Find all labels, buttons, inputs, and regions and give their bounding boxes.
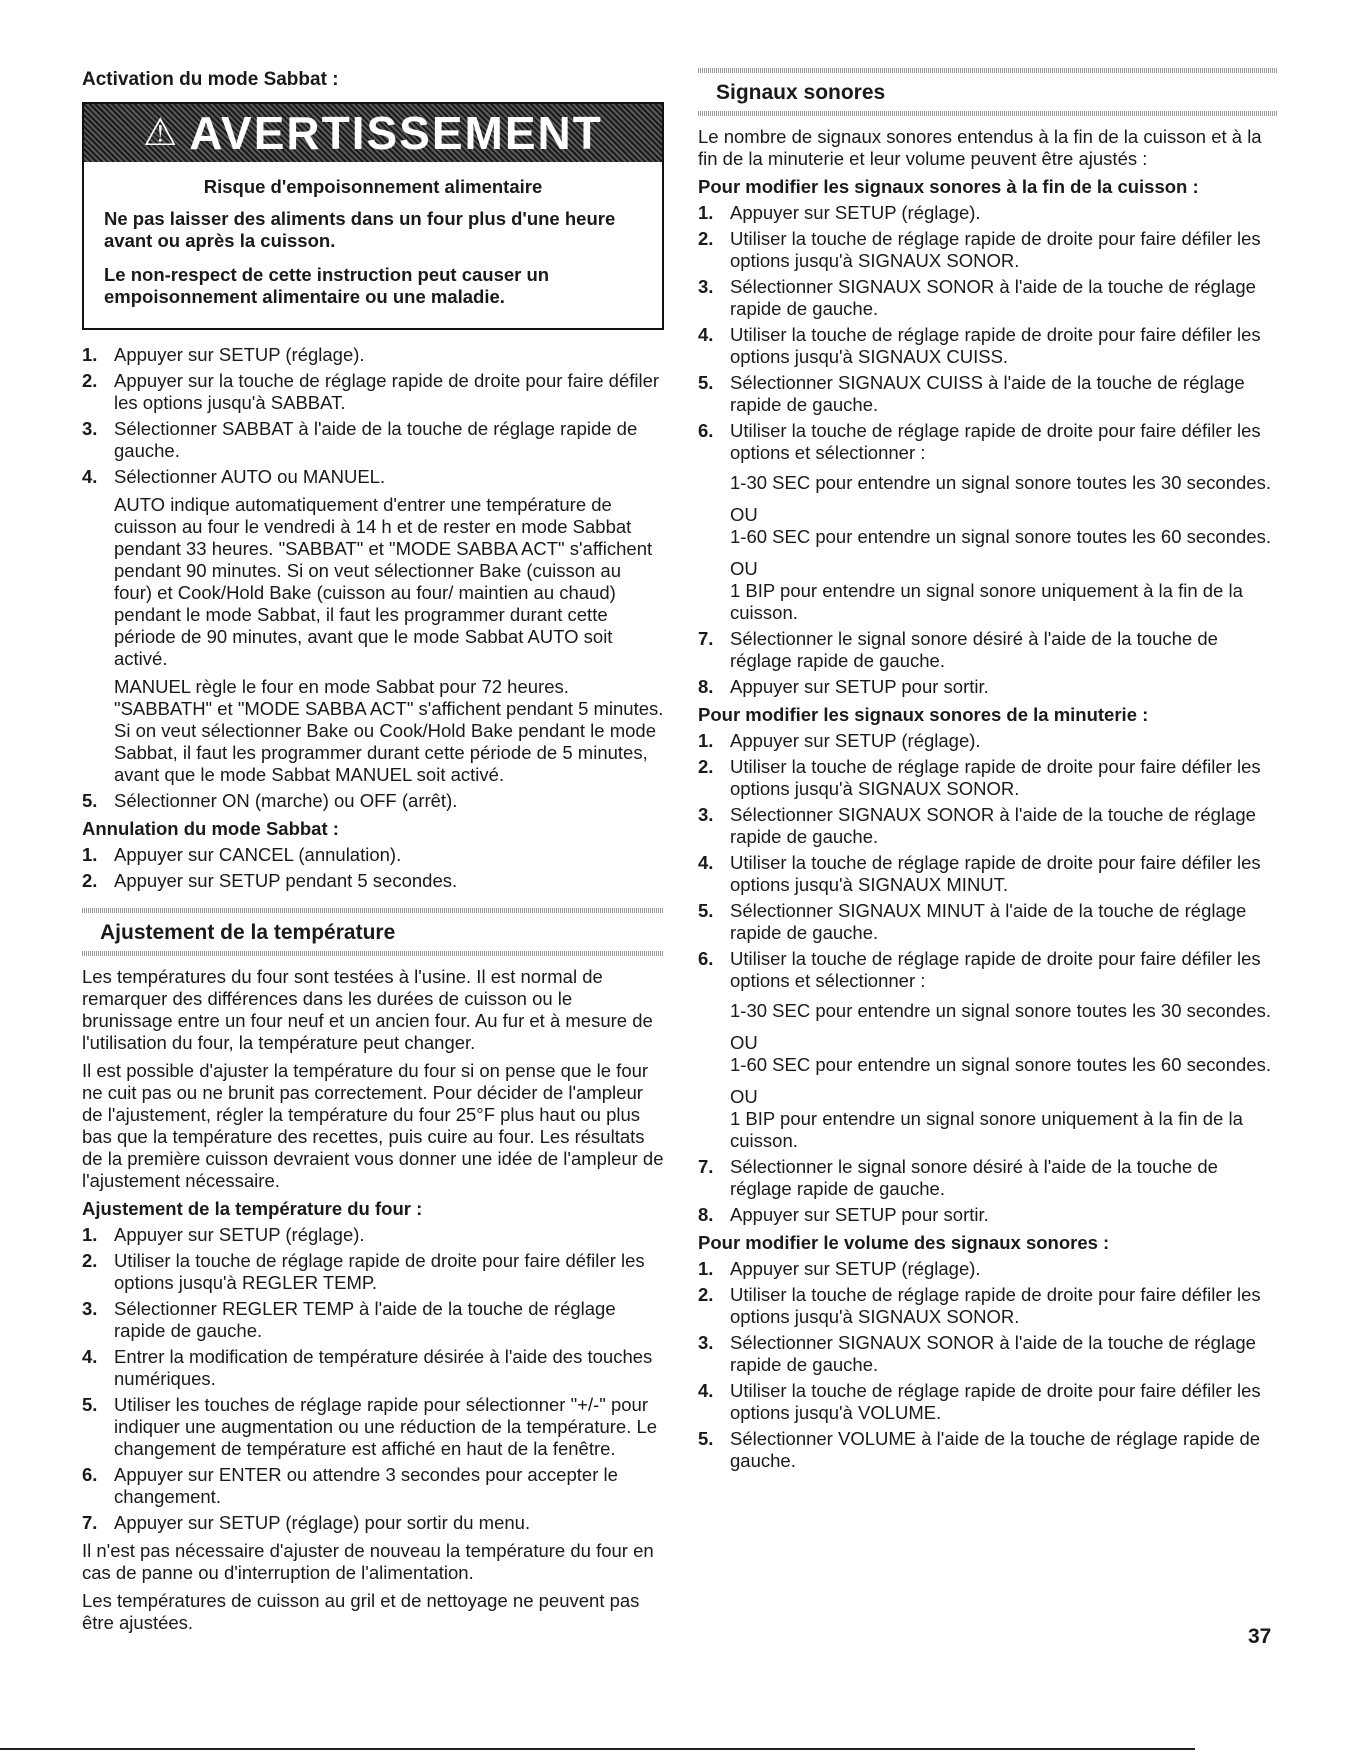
- list-item: [82, 1298, 664, 1342]
- step-text: Utiliser la touche de réglage rapide de droite pour faire défiler les options jusqu'à SIGNAUX SONOR.: [730, 228, 1261, 271]
- step-number: 1.: [698, 202, 714, 223]
- step-number: 4.: [698, 1380, 714, 1401]
- list-item: [82, 1346, 664, 1390]
- option-60-sec: 1-60 SEC pour entendre un signal sonore toutes les 60 secondes.: [730, 526, 1271, 547]
- warning-banner: [84, 104, 662, 162]
- cook-signal-steps: [698, 202, 1278, 698]
- step-text: Sélectionner AUTO ou MANUEL.: [114, 466, 386, 487]
- footer-rule: [0, 1748, 1195, 1750]
- step-number: 7.: [698, 628, 714, 649]
- step-text: Entrer la modification de température désirée à l'aide des touches numériques.: [114, 1346, 653, 1389]
- sabbath-steps: [82, 344, 664, 812]
- list-item: [82, 844, 664, 866]
- list-item: [698, 676, 1278, 698]
- step-number: 4.: [82, 466, 98, 487]
- step-text: Sélectionner SIGNAUX SONOR à l'aide de la touche de réglage rapide de gauche.: [730, 276, 1256, 319]
- sabbath-activation-title: Activation du mode Sabbat :: [82, 69, 339, 90]
- option-30-sec: 1-30 SEC pour entendre un signal sonore toutes les 30 secondes.: [730, 472, 1271, 493]
- step-text: Appuyer sur SETUP (réglage) pour sortir du menu.: [114, 1512, 531, 1533]
- step-text: Utiliser la touche de réglage rapide de droite pour faire défiler les options jusqu'à SIGNAUX MINUT.: [730, 852, 1261, 895]
- step-text: Appuyer sur SETUP pour sortir.: [730, 1204, 989, 1225]
- step-text: Sélectionner SIGNAUX CUISS à l'aide de la touche de réglage rapide de gauche.: [730, 372, 1245, 415]
- volume-subheading: Pour modifier le volume des signaux sonores :: [698, 1232, 1110, 1253]
- step-text: Utiliser la touche de réglage rapide de droite pour faire défiler les options et sélectionner :: [730, 948, 1261, 991]
- step-number: 1.: [82, 344, 98, 365]
- list-item: [698, 1156, 1278, 1200]
- list-item: [82, 1464, 664, 1508]
- or-separator: OU: [730, 504, 758, 525]
- option-1-bip: 1 BIP pour entendre un signal sonore uniquement à la fin de la cuisson.: [730, 1108, 1243, 1151]
- audible-signals-heading: Signaux sonores: [698, 68, 1278, 116]
- list-item: [698, 948, 1278, 1152]
- step-text: Sélectionner SIGNAUX MINUT à l'aide de la touche de réglage rapide de gauche.: [730, 900, 1247, 943]
- step-number: 2.: [82, 1250, 98, 1271]
- step-text: Appuyer sur SETUP pendant 5 secondes.: [114, 870, 458, 891]
- step-text: Appuyer sur ENTER ou attendre 3 secondes pour accepter le changement.: [114, 1464, 618, 1507]
- list-item: [698, 852, 1278, 896]
- step-number: 4.: [698, 324, 714, 345]
- step-number: 6.: [698, 420, 714, 441]
- step-text: Sélectionner SIGNAUX SONOR à l'aide de la touche de réglage rapide de gauche.: [730, 804, 1256, 847]
- list-item: [698, 420, 1278, 624]
- list-item: [698, 1284, 1278, 1328]
- timer-signal-steps: [698, 730, 1278, 1226]
- step-text: Appuyer sur SETUP pour sortir.: [730, 676, 989, 697]
- step-number: 1.: [698, 1258, 714, 1279]
- warning-body: [84, 162, 662, 328]
- step-text: Appuyer sur SETUP (réglage).: [730, 202, 981, 223]
- list-item: [82, 466, 664, 786]
- step-number: 7.: [698, 1156, 714, 1177]
- step-text: Sélectionner VOLUME à l'aide de la touche de réglage rapide de gauche.: [730, 1428, 1261, 1471]
- step-number: 3.: [698, 804, 714, 825]
- step-number: 4.: [82, 1346, 98, 1367]
- step-text: Appuyer sur la touche de réglage rapide de droite pour faire défiler les options jusqu'à SABBAT.: [114, 370, 660, 413]
- step-text: Sélectionner le signal sonore désiré à l'aide de la touche de réglage rapide de gauche.: [730, 628, 1218, 671]
- temperature-paragraph-1: Les températures du four sont testées à l'usine. Il est normal de remarquer des différences dans les durées de cuisson ou le brunissage entre un four neuf et un ancien four. Au fur et à mesure de l'utilisation du four, la température peut changer.: [82, 966, 653, 1053]
- step-number: 2.: [698, 1284, 714, 1305]
- list-item: [82, 1394, 664, 1460]
- step-text: Appuyer sur SETUP (réglage).: [730, 1258, 981, 1279]
- option-30-sec: 1-30 SEC pour entendre un signal sonore toutes les 30 secondes.: [730, 1000, 1271, 1021]
- step-text: Appuyer sur CANCEL (annulation).: [114, 844, 402, 865]
- list-item: [698, 730, 1278, 752]
- temperature-paragraph-2: Il est possible d'ajuster la température du four si on pense que le four ne cuit pas ou ne brunit pas correctement. Pour décider de l'ampleur de l'ajustement, régler la température du four 25°F plus haut ou plus bas que la température des recettes, puis cuire au four. Les résultats de la première cuisson devraient vous donner une idée de l'ampleur de l'ajustement nécessaire.: [82, 1060, 664, 1191]
- step-text: Utiliser la touche de réglage rapide de droite pour faire défiler les options et sélectionner :: [730, 420, 1261, 463]
- list-item: [82, 370, 664, 414]
- temperature-adjust-heading: Ajustement de la température: [82, 908, 664, 956]
- list-item: [698, 372, 1278, 416]
- list-item: [698, 1258, 1278, 1280]
- right-column: [698, 68, 1278, 1478]
- list-item: [82, 1512, 664, 1534]
- list-item: [698, 804, 1278, 848]
- left-column: [82, 68, 664, 1640]
- step-number: 2.: [82, 870, 98, 891]
- step-text: Utiliser la touche de réglage rapide de droite pour faire défiler les options jusqu'à VOLUME.: [730, 1380, 1261, 1423]
- step-number: 8.: [698, 1204, 714, 1225]
- step-number: 3.: [82, 418, 98, 439]
- list-item: [698, 324, 1278, 368]
- step-text: Utiliser les touches de réglage rapide pour sélectionner "+/-" pour indiquer une augmentation ou une réduction de la température. Le changement de température est affiché en haut de la fenêtre.: [114, 1394, 658, 1459]
- list-item: [698, 276, 1278, 320]
- warning-banner-label: AVERTISSEMENT: [189, 107, 603, 159]
- step-number: 3.: [698, 1332, 714, 1353]
- warning-line-1: Ne pas laisser des aliments dans un four plus d'une heure avant ou après la cuisson.: [104, 208, 616, 251]
- step-number: 2.: [82, 370, 98, 391]
- option-1-bip: 1 BIP pour entendre un signal sonore uniquement à la fin de la cuisson.: [730, 580, 1243, 623]
- step-text: Utiliser la touche de réglage rapide de droite pour faire défiler les options jusqu'à REGLER TEMP.: [114, 1250, 645, 1293]
- step-text: Sélectionner SIGNAUX SONOR à l'aide de la touche de réglage rapide de gauche.: [730, 1332, 1256, 1375]
- cancel-steps: [82, 844, 664, 892]
- manual-description: MANUEL règle le four en mode Sabbat pour 72 heures. "SABBATH" et "MODE SABBA ACT" s'affichent pendant 5 minutes. Si on veut sélectionner Bake ou Cook/Hold Bake pendant le mode Sabbat, il faut les programmer durant cette période de 5 minutes, avant que le mode Sabbat MANUEL soit activé.: [114, 676, 664, 785]
- step-number: 1.: [82, 844, 98, 865]
- step-number: 4.: [698, 852, 714, 873]
- warning-box: [82, 102, 664, 330]
- step-text: Appuyer sur SETUP (réglage).: [730, 730, 981, 751]
- list-item: [698, 1332, 1278, 1376]
- step-text: Utiliser la touche de réglage rapide de droite pour faire défiler les options jusqu'à SIGNAUX SONOR.: [730, 1284, 1261, 1327]
- step-number: 7.: [82, 1512, 98, 1533]
- step-text: Sélectionner SABBAT à l'aide de la touche de réglage rapide de gauche.: [114, 418, 638, 461]
- oven-temperature-subheading: Ajustement de la température du four :: [82, 1198, 423, 1219]
- step-text: Utiliser la touche de réglage rapide de droite pour faire défiler les options jusqu'à SIGNAUX CUISS.: [730, 324, 1261, 367]
- step-text: Sélectionner REGLER TEMP à l'aide de la touche de réglage rapide de gauche.: [114, 1298, 616, 1341]
- step-text: Sélectionner ON (marche) ou OFF (arrêt).: [114, 790, 458, 811]
- list-item: [82, 870, 664, 892]
- signals-intro: Le nombre de signaux sonores entendus à la fin de la cuisson et à la fin de la minuterie et leur volume peuvent être ajustés :: [698, 126, 1262, 169]
- warning-title: Risque d'empoisonnement alimentaire: [203, 176, 543, 197]
- or-separator: OU: [730, 1032, 758, 1053]
- step-number: 8.: [698, 676, 714, 697]
- list-item: [698, 202, 1278, 224]
- step-number: 5.: [82, 1394, 98, 1415]
- or-separator: OU: [730, 1086, 758, 1107]
- step-number: 6.: [698, 948, 714, 969]
- step-text: Appuyer sur SETUP (réglage).: [114, 1224, 365, 1245]
- page-number: 37: [1248, 1625, 1272, 1648]
- temperature-paragraph-3: Il n'est pas nécessaire d'ajuster de nouveau la température du four en cas de panne ou d'interruption de l'alimentation.: [82, 1540, 654, 1583]
- step-number: 6.: [82, 1464, 98, 1485]
- cook-end-signals-subheading: Pour modifier les signaux sonores à la fin de la cuisson :: [698, 176, 1199, 197]
- list-item: [82, 1250, 664, 1294]
- step-number: 2.: [698, 756, 714, 777]
- step-text: Sélectionner le signal sonore désiré à l'aide de la touche de réglage rapide de gauche.: [730, 1156, 1218, 1199]
- timer-signals-subheading: Pour modifier les signaux sonores de la minuterie :: [698, 704, 1149, 725]
- step-number: 2.: [698, 228, 714, 249]
- list-item: [698, 1380, 1278, 1424]
- list-item: [82, 344, 664, 366]
- list-item: [698, 1428, 1278, 1472]
- warning-triangle-icon: ⚠: [143, 112, 180, 154]
- step-number: 3.: [698, 276, 714, 297]
- temperature-steps: [82, 1224, 664, 1534]
- step-number: 5.: [698, 1428, 714, 1449]
- list-item: [698, 628, 1278, 672]
- step-text: Appuyer sur SETUP (réglage).: [114, 344, 365, 365]
- list-item: [82, 790, 664, 812]
- list-item: [82, 1224, 664, 1246]
- list-item: [698, 1204, 1278, 1226]
- step-number: 5.: [698, 372, 714, 393]
- step-number: 5.: [698, 900, 714, 921]
- temperature-paragraph-4: Les températures de cuisson au gril et de nettoyage ne peuvent pas être ajustées.: [82, 1590, 640, 1633]
- list-item: [698, 900, 1278, 944]
- list-item: [698, 228, 1278, 272]
- list-item: [82, 418, 664, 462]
- step-number: 5.: [82, 790, 98, 811]
- warning-line-2: Le non-respect de cette instruction peut causer un empoisonnement alimentaire ou une maladie.: [104, 264, 550, 307]
- step-number: 3.: [82, 1298, 98, 1319]
- auto-description: AUTO indique automatiquement d'entrer une température de cuisson au four le vendredi à 14 h et de rester en mode Sabbat pendant 33 heures. "SABBAT" et "MODE SABBA ACT" s'affichent pendant 90 minutes. Si on veut sélectionner Bake (cuisson au four) et Cook/Hold Bake (cuisson au four/ maintien au chaud) pendant le mode Sabbat, il faut les programmer durant cette période de 90 minutes, avant que le mode Sabbat AUTO soit activé.: [114, 494, 653, 669]
- step-number: 1.: [698, 730, 714, 751]
- or-separator: OU: [730, 558, 758, 579]
- step-number: 1.: [82, 1224, 98, 1245]
- step-text: Utiliser la touche de réglage rapide de droite pour faire défiler les options jusqu'à SIGNAUX SONOR.: [730, 756, 1261, 799]
- sabbath-cancel-title: Annulation du mode Sabbat :: [82, 818, 339, 839]
- list-item: [698, 756, 1278, 800]
- volume-steps: [698, 1258, 1278, 1472]
- option-60-sec: 1-60 SEC pour entendre un signal sonore toutes les 60 secondes.: [730, 1054, 1271, 1075]
